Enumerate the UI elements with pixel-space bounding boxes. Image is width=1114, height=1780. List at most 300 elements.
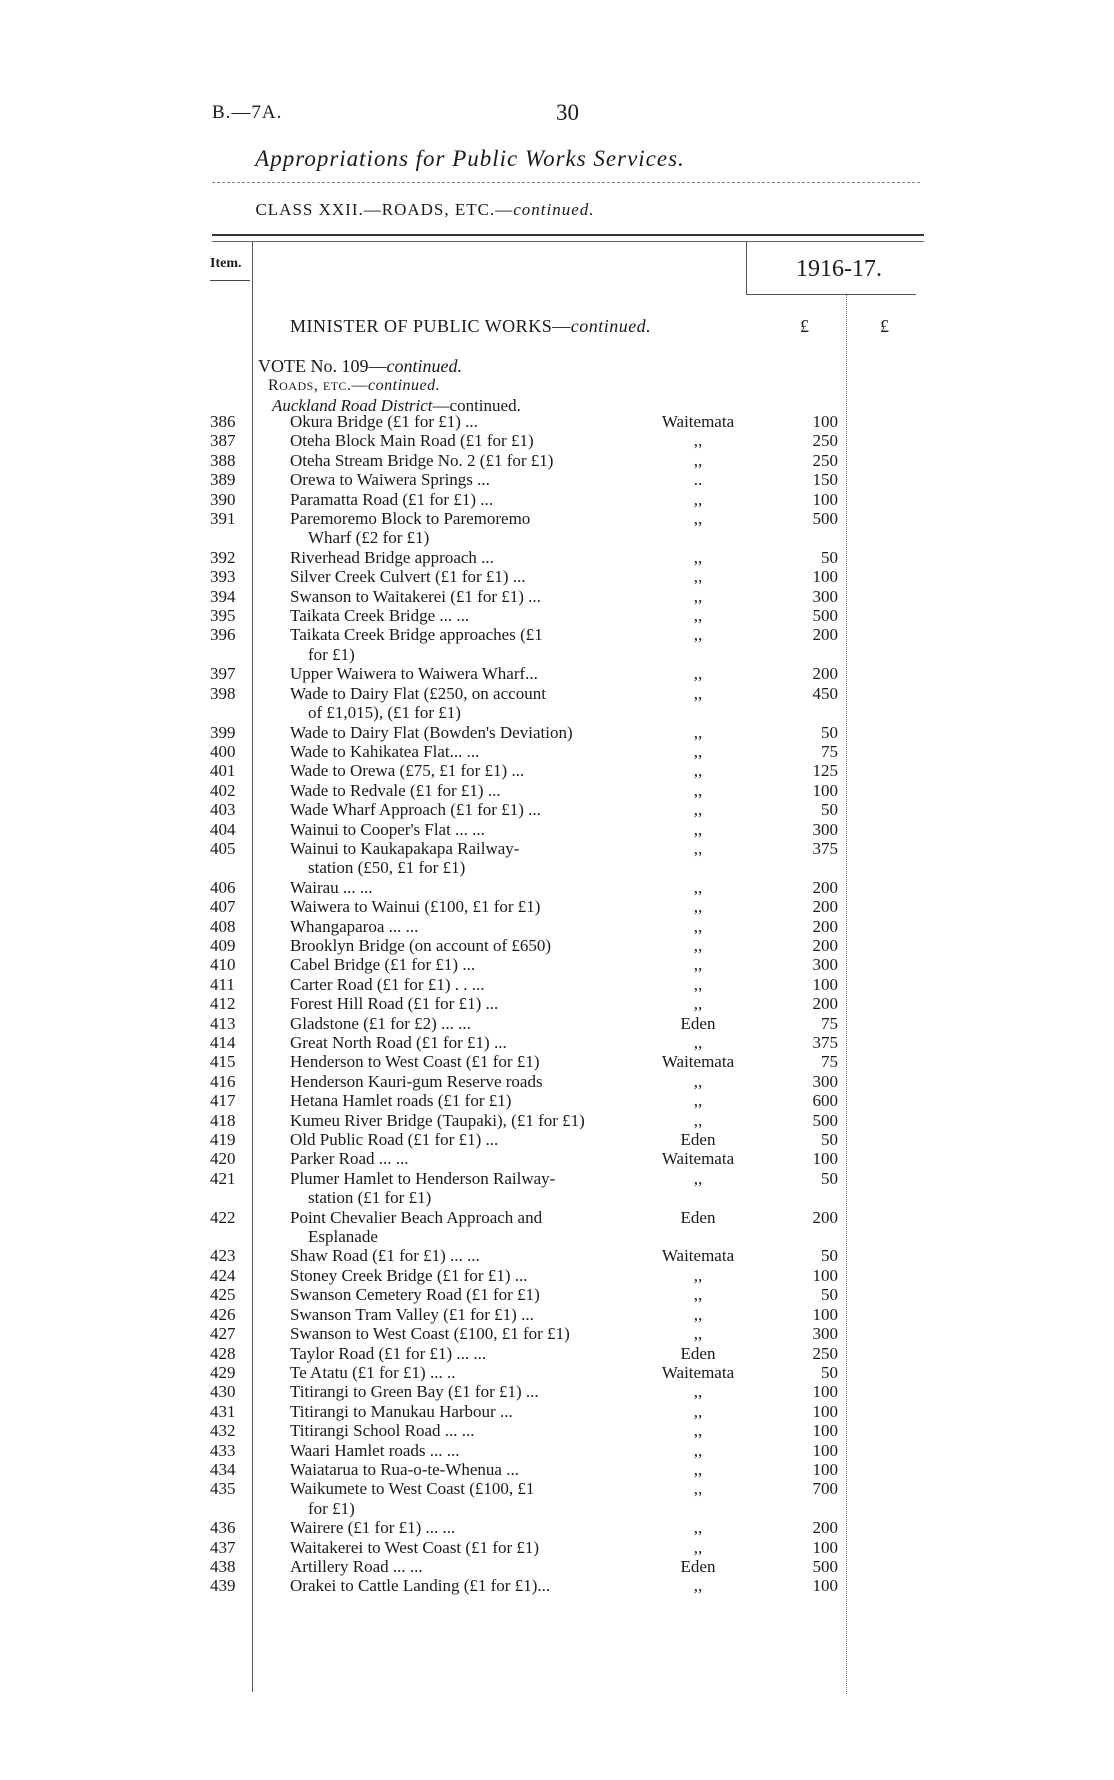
amount: 450: [812, 683, 838, 703]
item-number: 389: [210, 470, 236, 490]
item-description: [290, 470, 648, 489]
item-description: [290, 994, 648, 1013]
description-continuation: station (£1 for £1): [308, 1188, 432, 1208]
item-number: 404: [210, 819, 236, 839]
table-row: [0, 1033, 1114, 1052]
item-description: [290, 1363, 648, 1382]
road-district: ,,: [693, 916, 703, 936]
description-line: Silver Creek Culvert (£1 for £1) ...: [290, 567, 526, 587]
item-number: 411: [210, 974, 235, 994]
item-number: 407: [210, 897, 236, 917]
item-description: [290, 1266, 648, 1285]
roads-initial: R: [268, 377, 280, 394]
road-district: ,,: [693, 547, 703, 567]
description-line: Paramatta Road (£1 for £1) ...: [290, 489, 493, 509]
table-row: [0, 878, 1114, 897]
vote-heading-continued: continued.: [386, 356, 462, 376]
item-description: [290, 1091, 648, 1110]
amount: 100: [812, 567, 838, 587]
road-district: ,,: [693, 586, 703, 606]
table-row: [0, 1014, 1114, 1033]
year-header-rule: [746, 294, 916, 295]
item-description: [290, 1149, 648, 1168]
road-district: ,,: [693, 1033, 703, 1052]
table-row: [0, 1130, 1114, 1149]
road-district: Eden: [680, 1207, 716, 1227]
road-district: ,,: [693, 509, 703, 529]
description-line: Taikata Creek Bridge ... ...: [290, 606, 470, 626]
table-row: [0, 606, 1114, 625]
item-description: [290, 1402, 648, 1421]
amount: 75: [821, 1013, 838, 1033]
description-line: Swanson to West Coast (£100, £1 for £1): [290, 1324, 570, 1344]
description-continuation: Esplanade: [308, 1227, 378, 1247]
description-line: Kumeu River Bridge (Taupaki), (£1 for £1): [290, 1110, 585, 1130]
item-description: [290, 955, 648, 974]
item-description: [290, 1441, 648, 1460]
item-description: [290, 548, 648, 567]
description-line: Wade to Orewa (£75, £1 for £1) ...: [290, 761, 525, 781]
description-line: Orewa to Waiwera Springs ...: [290, 470, 490, 490]
item-number: 429: [210, 1362, 236, 1382]
road-district: ,,: [693, 1382, 703, 1402]
amount: 500: [812, 606, 838, 626]
description-line: Oteha Block Main Road (£1 for £1): [290, 431, 534, 451]
table-row: [0, 800, 1114, 819]
item-number: 434: [210, 1459, 236, 1479]
item-description: [290, 1072, 648, 1091]
road-district: ,,: [693, 1518, 703, 1538]
road-district: Eden: [680, 1130, 716, 1150]
item-number: 412: [210, 994, 236, 1014]
road-district: ,,: [693, 800, 703, 820]
table-row: [0, 1305, 1114, 1324]
item-description: [290, 684, 648, 723]
description-line: Stoney Creek Bridge (£1 for £1) ...: [290, 1265, 528, 1285]
year-column-header: 1916-17.: [796, 256, 882, 282]
table-row: [0, 723, 1114, 742]
vote-heading-main: VOTE No. 109—: [258, 356, 387, 376]
description-line: Wainui to Cooper's Flat ... ...: [290, 819, 485, 839]
amount: 300: [812, 586, 838, 606]
road-district: ,,: [693, 489, 703, 509]
description-line: Swanson to Waitakerei (£1 for £1) ...: [290, 586, 541, 606]
description-line: Gladstone (£1 for £2) ... ...: [290, 1013, 471, 1033]
item-description: [290, 1538, 648, 1557]
table-row: [0, 1363, 1114, 1382]
item-description: [290, 451, 648, 470]
description-line: Wade to Dairy Flat (Bowden's Deviation): [290, 722, 573, 742]
description-line: Wade to Kahikatea Flat... ...: [290, 741, 480, 761]
item-number: 397: [210, 664, 236, 684]
item-description: [290, 1479, 648, 1518]
table-row: [0, 567, 1114, 586]
description-line: Swanson Cemetery Road (£1 for £1): [290, 1285, 540, 1305]
table-row: [0, 1208, 1114, 1247]
table-row: [0, 1169, 1114, 1208]
district-name: Auckland Road District: [272, 396, 433, 415]
item-description: [290, 431, 648, 450]
amount: 300: [812, 819, 838, 839]
road-district: ,,: [693, 450, 703, 470]
item-description: [290, 723, 648, 742]
description-line: Taikata Creek Bridge approaches (£1: [290, 625, 543, 645]
item-number: 426: [210, 1304, 236, 1324]
item-number: 418: [210, 1110, 236, 1130]
item-description: [290, 1246, 648, 1265]
amount: 50: [821, 547, 838, 567]
description-line: Wade to Dairy Flat (£250, on account: [290, 683, 546, 703]
table-row: [0, 955, 1114, 974]
amount: 300: [812, 1071, 838, 1091]
description-line: Waiatarua to Rua-o-te-Whenua ...: [290, 1459, 519, 1479]
amount: 50: [821, 800, 838, 820]
road-district: ,,: [693, 1440, 703, 1460]
table-row: [0, 587, 1114, 606]
road-district: Waitemata: [661, 1246, 735, 1266]
table-row: [0, 684, 1114, 723]
amount: 100: [812, 489, 838, 509]
road-district: ,,: [693, 761, 703, 781]
amount: 250: [812, 431, 838, 451]
table-row: [0, 994, 1114, 1013]
amount: 75: [821, 1052, 838, 1072]
amount: 200: [812, 916, 838, 936]
item-description: [290, 664, 648, 683]
description-continuation: of £1,015), (£1 for £1): [308, 703, 461, 723]
description-line: Artillery Road ... ...: [290, 1556, 423, 1576]
item-description: [290, 1421, 648, 1440]
item-number: 438: [210, 1556, 236, 1576]
item-number: 424: [210, 1265, 236, 1285]
table-row: [0, 490, 1114, 509]
table-row: [0, 1402, 1114, 1421]
table-row: [0, 509, 1114, 548]
road-district: ,,: [693, 664, 703, 684]
item-description: [290, 1033, 648, 1052]
table-row: [0, 897, 1114, 916]
item-number: 388: [210, 450, 236, 470]
amount: 100: [812, 1537, 838, 1557]
road-district: ,,: [693, 838, 703, 858]
description-line: Titirangi to Green Bay (£1 for £1) ...: [290, 1382, 539, 1402]
item-description: [290, 1344, 648, 1363]
road-district: Waitemata: [661, 1362, 735, 1382]
description-continuation: Wharf (£2 for £1): [308, 528, 430, 548]
item-number: 422: [210, 1207, 236, 1227]
item-description: [290, 820, 648, 839]
table-row: [0, 781, 1114, 800]
road-district: ,,: [693, 974, 703, 994]
description-line: Swanson Tram Valley (£1 for £1) ...: [290, 1304, 534, 1324]
amount: 200: [812, 1207, 838, 1227]
item-number: 413: [210, 1013, 236, 1033]
item-number: 439: [210, 1576, 236, 1596]
item-description: [290, 412, 648, 431]
description-line: Waari Hamlet roads ... ...: [290, 1440, 460, 1460]
class-heading-main: CLASS XXII.—ROADS, ETC.—: [255, 200, 514, 219]
road-district: ,,: [693, 1285, 703, 1305]
description-line: Brooklyn Bridge (on account of £650): [290, 935, 552, 955]
road-district: ,,: [693, 1071, 703, 1091]
roads-rest: OADS: [279, 379, 314, 393]
item-number: 416: [210, 1071, 236, 1091]
amount: 125: [812, 761, 838, 781]
item-description: [290, 975, 648, 994]
item-number: 414: [210, 1033, 236, 1052]
item-description: [290, 1014, 648, 1033]
description-line: Wairere (£1 for £1) ... ...: [290, 1518, 456, 1538]
amount: 50: [821, 1130, 838, 1150]
amount: 500: [812, 509, 838, 529]
description-line: Wade Wharf Approach (£1 for £1) ...: [290, 800, 541, 820]
amount: 100: [812, 1304, 838, 1324]
table-row: [0, 936, 1114, 955]
item-description: [290, 878, 648, 897]
amount: 75: [821, 741, 838, 761]
table-top-rule: [212, 234, 924, 236]
amount: 300: [812, 955, 838, 975]
item-number: 425: [210, 1285, 236, 1305]
item-description: [290, 1130, 648, 1149]
road-district: Waitemata: [661, 1149, 735, 1169]
item-number: 400: [210, 741, 236, 761]
description-line: Te Atatu (£1 for £1) ... ..: [290, 1362, 456, 1382]
description-line: Waikumete to West Coast (£100, £1: [290, 1479, 535, 1499]
page-title: Appropriations for Public Works Services.: [255, 146, 685, 171]
amount: 100: [812, 412, 838, 431]
item-description: [290, 1305, 648, 1324]
road-district: ,,: [693, 877, 703, 897]
description-line: Titirangi to Manukau Harbour ...: [290, 1401, 513, 1421]
description-line: Wade to Redvale (£1 for £1) ...: [290, 780, 501, 800]
description-line: Parker Road ... ...: [290, 1149, 409, 1169]
road-district: ,,: [693, 606, 703, 626]
table-row: [0, 1441, 1114, 1460]
table-row: [0, 1382, 1114, 1401]
item-description: [290, 936, 648, 955]
year-column-divider: [746, 242, 747, 294]
description-line: Waiwera to Wainui (£100, £1 for £1): [290, 897, 541, 917]
item-description: [290, 1576, 648, 1595]
description-line: Hetana Hamlet roads (£1 for £1): [290, 1091, 512, 1111]
etc-initial: E: [322, 379, 331, 393]
item-number: 401: [210, 761, 236, 781]
description-line: Forest Hill Road (£1 for £1) ...: [290, 994, 499, 1014]
table-row: [0, 664, 1114, 683]
etc-rest: TC: [330, 379, 348, 393]
appropriations-table: [0, 412, 1114, 1596]
description-line: Henderson Kauri-gum Reserve roads: [290, 1071, 543, 1091]
item-column-header: Item.: [210, 256, 242, 271]
item-number: 408: [210, 916, 236, 936]
class-heading-continued: continued.: [513, 200, 595, 219]
item-number: 405: [210, 838, 236, 858]
item-description: [290, 1052, 648, 1071]
item-description: [290, 1518, 648, 1537]
item-number: 396: [210, 625, 236, 645]
title-divider: [212, 182, 920, 183]
table-row: [0, 820, 1114, 839]
amount: 100: [812, 1440, 838, 1460]
item-description: [290, 587, 648, 606]
table-top-rule-thin: [212, 241, 924, 242]
road-district: ,,: [693, 819, 703, 839]
description-line: Wainui to Kaukapakapa Railway-: [290, 838, 520, 858]
road-district: Waitemata: [661, 412, 735, 431]
description-line: Oteha Stream Bridge No. 2 (£1 for £1): [290, 450, 554, 470]
item-number: 410: [210, 955, 236, 975]
description-continuation: station (£50, £1 for £1): [308, 858, 466, 878]
description-line: Great North Road (£1 for £1) ...: [290, 1033, 507, 1052]
item-number: 415: [210, 1052, 236, 1072]
description-line: Whangaparoa ... ...: [290, 916, 419, 936]
item-number: 395: [210, 606, 236, 626]
currency-symbol-2: £: [880, 316, 889, 336]
road-district: ,,: [693, 1401, 703, 1421]
amount: 100: [812, 780, 838, 800]
road-district: ..: [693, 470, 703, 490]
document-reference: B.—7A.: [212, 102, 283, 123]
road-district: ,,: [693, 722, 703, 742]
description-line: Orakei to Cattle Landing (£1 for £1)...: [290, 1576, 551, 1596]
item-number: 430: [210, 1382, 236, 1402]
road-district: ,,: [693, 1576, 703, 1596]
item-description: [290, 917, 648, 936]
item-number: 402: [210, 780, 236, 800]
road-district: ,,: [693, 955, 703, 975]
amount: 200: [812, 1518, 838, 1538]
road-district: ,,: [693, 1265, 703, 1285]
amount: 250: [812, 450, 838, 470]
amount: 100: [812, 1382, 838, 1402]
item-description: [290, 800, 648, 819]
description-line: Shaw Road (£1 for £1) ... ...: [290, 1246, 480, 1266]
road-district: ,,: [693, 625, 703, 645]
item-number: 387: [210, 431, 236, 451]
road-district: ,,: [693, 741, 703, 761]
item-description: [290, 742, 648, 761]
item-number: 409: [210, 935, 236, 955]
amount: 150: [812, 470, 838, 490]
amount: 200: [812, 935, 838, 955]
description-line: Okura Bridge (£1 for £1) ...: [290, 412, 478, 431]
amount: 100: [812, 974, 838, 994]
item-description: [290, 1460, 648, 1479]
table-row: [0, 431, 1114, 450]
amount: 50: [821, 1168, 838, 1188]
description-line: Henderson to West Coast (£1 for £1): [290, 1052, 540, 1072]
description-line: Riverhead Bridge approach ...: [290, 547, 494, 567]
item-number: 393: [210, 567, 236, 587]
amount: 700: [812, 1479, 838, 1499]
amount: 100: [812, 1459, 838, 1479]
road-district: ,,: [693, 780, 703, 800]
road-district: ,,: [693, 683, 703, 703]
description-line: Paremoremo Block to Paremoremo: [290, 509, 531, 529]
amount: 200: [812, 897, 838, 917]
item-description: [290, 1382, 648, 1401]
road-district: Eden: [680, 1013, 716, 1033]
amount: 100: [812, 1576, 838, 1596]
item-number: 423: [210, 1246, 236, 1266]
item-number: 431: [210, 1401, 236, 1421]
road-district: Waitemata: [661, 1052, 735, 1072]
amount: 200: [812, 994, 838, 1014]
item-number: 420: [210, 1149, 236, 1169]
amount: 300: [812, 1324, 838, 1344]
item-number: 403: [210, 800, 236, 820]
description-line: Cabel Bridge (£1 for £1) ...: [290, 955, 476, 975]
amount: 50: [821, 722, 838, 742]
district-continued: —continued.: [432, 396, 521, 415]
item-number: 432: [210, 1421, 236, 1441]
item-number: 391: [210, 509, 236, 529]
item-description: [290, 606, 648, 625]
table-row: [0, 1072, 1114, 1091]
table-row: [0, 1576, 1114, 1595]
description-line: Titirangi School Road ... ...: [290, 1421, 475, 1441]
item-number: 435: [210, 1479, 236, 1499]
table-row: [0, 839, 1114, 878]
description-line: Carter Road (£1 for £1) . . ...: [290, 974, 485, 994]
description-continuation: for £1): [308, 1498, 355, 1518]
amount: 100: [812, 1265, 838, 1285]
road-district: Eden: [680, 1343, 716, 1363]
item-description: [290, 1557, 648, 1576]
road-district: ,,: [693, 1168, 703, 1188]
item-number: 436: [210, 1518, 236, 1538]
vote-heading: [258, 356, 462, 377]
table-row: [0, 761, 1114, 780]
amount: 250: [812, 1343, 838, 1363]
road-district: ,,: [693, 431, 703, 451]
table-row: [0, 1344, 1114, 1363]
amount: 200: [812, 664, 838, 684]
table-row: [0, 1149, 1114, 1168]
minister-heading: [290, 316, 651, 337]
road-district: ,,: [693, 1459, 703, 1479]
description-continuation: for £1): [308, 644, 355, 664]
table-row: [0, 1246, 1114, 1265]
table-row: [0, 1557, 1114, 1576]
description-line: Taylor Road (£1 for £1) ... ...: [290, 1343, 487, 1363]
description-line: Waitakerei to West Coast (£1 for £1): [290, 1537, 540, 1557]
page-number: 30: [556, 100, 579, 125]
road-district: ,,: [693, 897, 703, 917]
item-number: 392: [210, 547, 236, 567]
table-row: [0, 1285, 1114, 1304]
road-district: ,,: [693, 1479, 703, 1499]
table-row: [0, 625, 1114, 664]
item-number: 399: [210, 722, 236, 742]
road-district: ,,: [693, 1324, 703, 1344]
road-district: ,,: [693, 935, 703, 955]
item-description: [290, 1111, 648, 1130]
amount: 50: [821, 1246, 838, 1266]
class-heading: [0, 200, 850, 220]
item-header-underline: [210, 280, 250, 281]
road-district: ,,: [693, 1304, 703, 1324]
item-description: [290, 761, 648, 780]
table-row: [0, 1479, 1114, 1518]
road-district: ,,: [693, 1110, 703, 1130]
item-number: 427: [210, 1324, 236, 1344]
item-number: 417: [210, 1091, 236, 1111]
road-district: Eden: [680, 1556, 716, 1576]
item-number: 394: [210, 586, 236, 606]
currency-symbol-1: £: [800, 316, 809, 336]
